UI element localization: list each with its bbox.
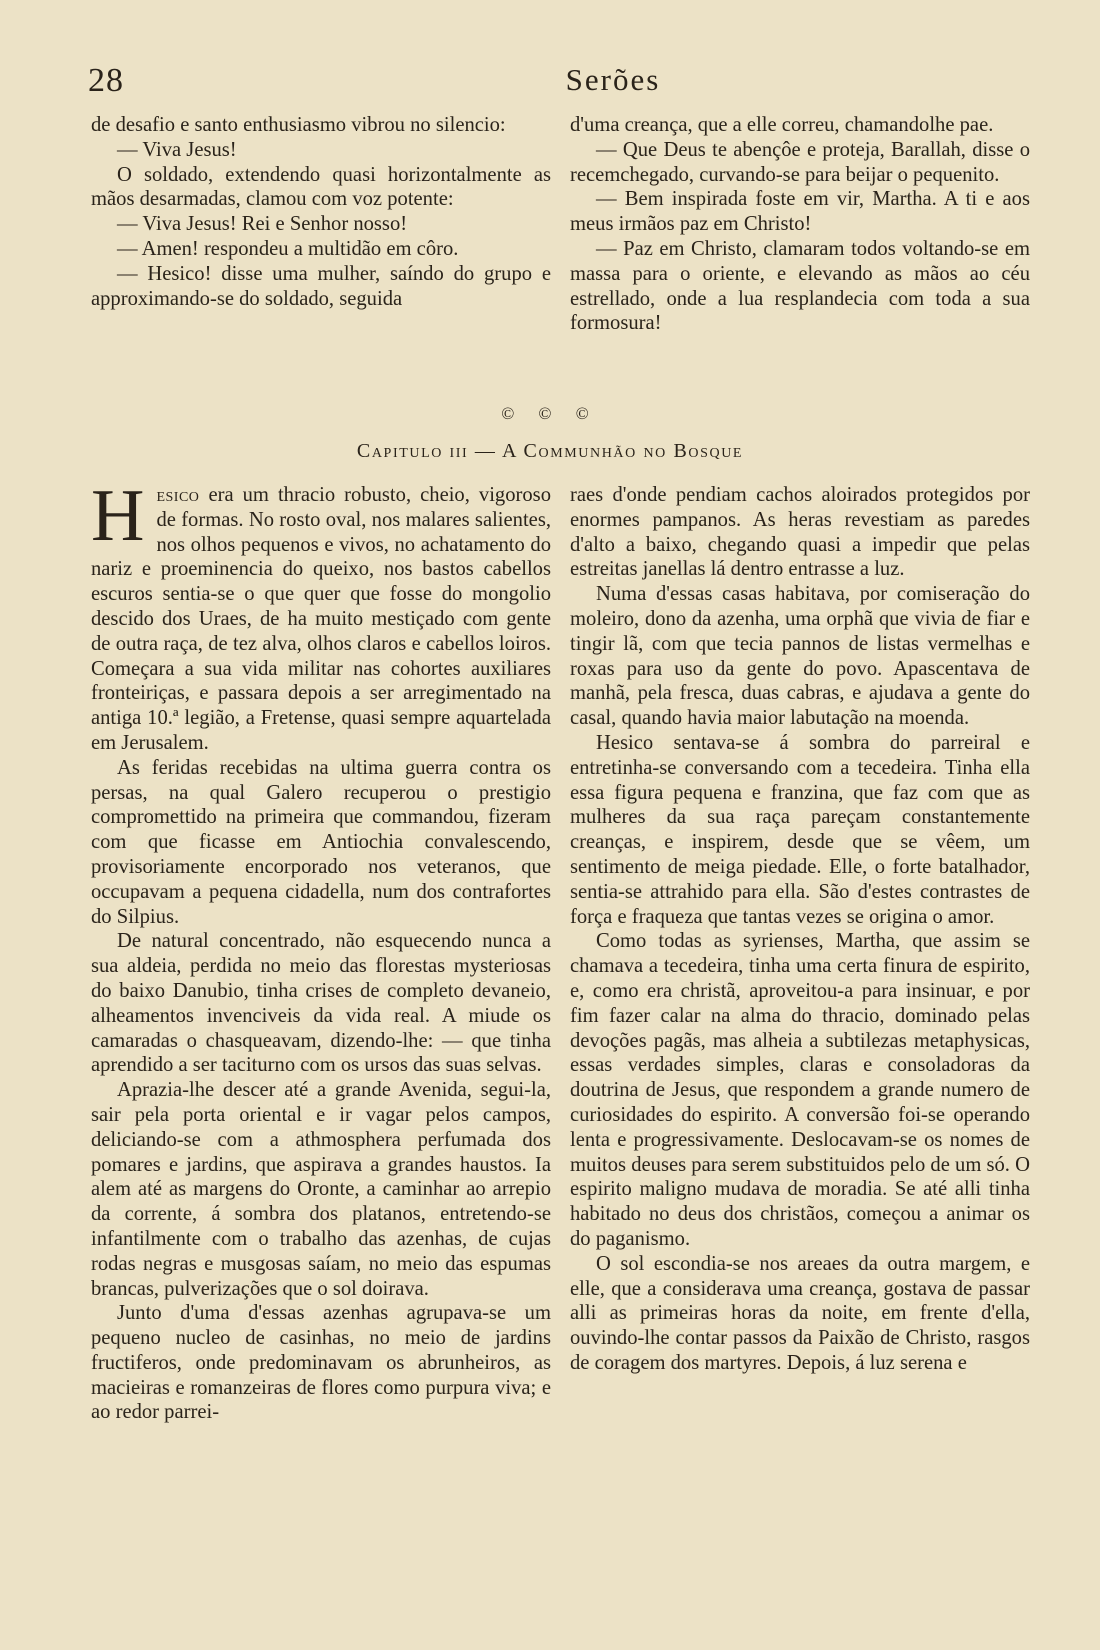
paragraph: — Que Deus te abençôe e proteja, Barallah, disse o recemchegado, curvando-se para beijar o pequenito. [570,138,1030,186]
paragraph: d'uma creança, que a elle correu, chamandolhe pae. [570,114,994,136]
section-ornament: © © © [501,404,599,423]
paragraph: — Hesico! disse uma mulher, saíndo do grupo e approximando-se do soldado, seguida [91,262,551,310]
paragraph: O sol escondia-se nos areaes da outra margem, e elle, que a considerava uma creança, gostava de passar alli as primeiras horas da noite, em frente d'ella, ouvindo-lhe contar passos da Paixão de Christo, rasgos de coragem dos martyres. Depois, á luz serena e [570,1252,1030,1374]
drop-cap: H [91,475,145,557]
opening-text: era um thracio robusto, cheio, vigoroso de formas. No rosto oval, nos malares salientes, nos olhos pequenos e vivos, no achatamento do nariz e proeminencia do queixo, nos bastos cabellos escuros sentia-se o que quer que fosse do mongolio descido dos Uraes, de ha muito mestiçado com gente de outra raça, de tez alva, olhos claros e cabellos loiros. Começara a sua vida militar nas cohortes auxiliares fronteiriças, e passara depois a ser arregimentado na antiga 10.ª legião, a Fretense, quasi sempre aquartelada em Jerusalem. [91,484,551,754]
paragraph: Numa d'essas casas habitava, por comiseração do moleiro, dono da azenha, uma orphã que vivia de fiar e tingir lã, com que tecia pannos de listas vermelhas e roxas para uso da gente do povo. Apascentava de manhã, pela fresca, duas cabras, e ajudava a gente do casal, quando havia maior labutação na moenda. [570,583,1030,730]
chapter-title: Capitulo iii — A Communhão no Bosque [356,440,744,462]
paragraph: Aprazia-lhe descer até a grande Avenida, segui-la, sair pela porta oriental e ir vagar pelos campos, deliciando-se com a athmosphera perfumada dos pomares e jardins, que aspirava a grandes haustos. Ia alem até as margens do Oronte, a caminhar ao arrepio da corrente, á sombra dos platanos, entretendo-se infantilmente com o trabalho das azenhas, de cujas rodas negras e musgosas saíam, no meio das espumas brancas, pulverizações que o sol doirava. [91,1079,551,1300]
page-header [88,62,1022,108]
chapter-right-column [570,483,1030,1376]
paragraph: — Viva Jesus! Rei e Senhor nosso! [117,213,408,236]
top-left-column [91,113,551,311]
running-title: Serões [565,62,661,97]
paragraph: — Amen! respondeu a multidão em côro. [117,237,459,260]
paragraph: Junto d'uma d'essas azenhas agrupava-se um pequeno nucleo de casinhas, no meio de jardins fructiferos, onde predominavam os abrunheiros, as macieiras e romanzeiras de flores como purpura viva; e ao redor parrei- [91,1302,551,1424]
paragraph: de desafio e santo enthusiasmo vibrou no silencio: [91,114,506,136]
opening-word: esico [156,484,200,506]
paragraph: As feridas recebidas na ultima guerra contra os persas, na qual Galero recuperou o prestigio compromettido na primeira que commandou, fizeram com que ficasse em Antiochia convalescendo, provisoriamente encorporado nos veteranos, que occupavam a pequena cidadella, num dos contrafortes do Silpius. [91,756,551,928]
paragraph: O soldado, extendendo quasi horizontalmente as mãos desarmadas, clamou com voz potente: [91,163,551,211]
paragraph: Como todas as syrienses, Martha, que assim se chamava a tecedeira, tinha uma certa finura de espirito, e, como era christã, aproveitou-a para insinuar, e por fim fazer calar na alma do thracio, dominado pelas devoções pagãs, mas alheia a subtilezas metaphysicas, essas verdades simples, claras e consoladoras da doutrina de Jesus, que respondem a grande numero de curiosidades do espirito. A conversão foi-se operando lenta e progressivamente. Deslocavam-se os nomes de muitos deuses para serem substituidos pelo de um só. O espirito maligno mudava de moradia. Se até alli tinha habitado no deus dos christãos, começou a animar os do paganismo. [570,930,1030,1250]
page-number: 28 [88,62,124,99]
paragraph: Hesico sentava-se á sombra do parreiral e entretinha-se conversando com a tecedeira. Tinha ella essa figura pequena e franzina, que faz com que as mulheres da sua raça pareçam constantemente creanças, e inspirem, desde que se vêem, um sentimento de meiga piedade. Elle, o forte batalhador, sentia-se attrahido para ella. São d'estes contrastes de força e fraqueza que tantas vezes se origina o amor. [570,731,1030,928]
top-right-column [570,113,1030,336]
paragraph: — Paz em Christo, clamaram todos voltando-se em massa para o oriente, e elevando as mãos ao céu estrellado, onde a lua resplandecia com toda a sua formosura! [570,237,1030,335]
paragraph: De natural concentrado, não esquecendo nunca a sua aldeia, perdida no meio das florestas mysteriosas do baixo Danubio, tinha crises de completo devaneio, alheamentos invenciveis da vida real. A miude os camaradas o chasqueavam, dizendo-lhe: — que tinha aprendido a ser taciturno com os ursos das suas selvas. [91,930,551,1077]
opening-paragraph [91,475,551,756]
chapter-left-column [91,475,551,1425]
paragraph: raes d'onde pendiam cachos aloirados protegidos por enormes pampanos. As heras revestiam as paredes d'alto a baixo, chegando quasi a impedir que pelas estreitas janellas lá dentro entrasse a luz. [570,484,1030,581]
paragraph: — Bem inspirada foste em vir, Martha. A ti e aos meus irmãos paz em Christo! [570,188,1030,236]
paragraph: — Viva Jesus! [117,138,237,161]
